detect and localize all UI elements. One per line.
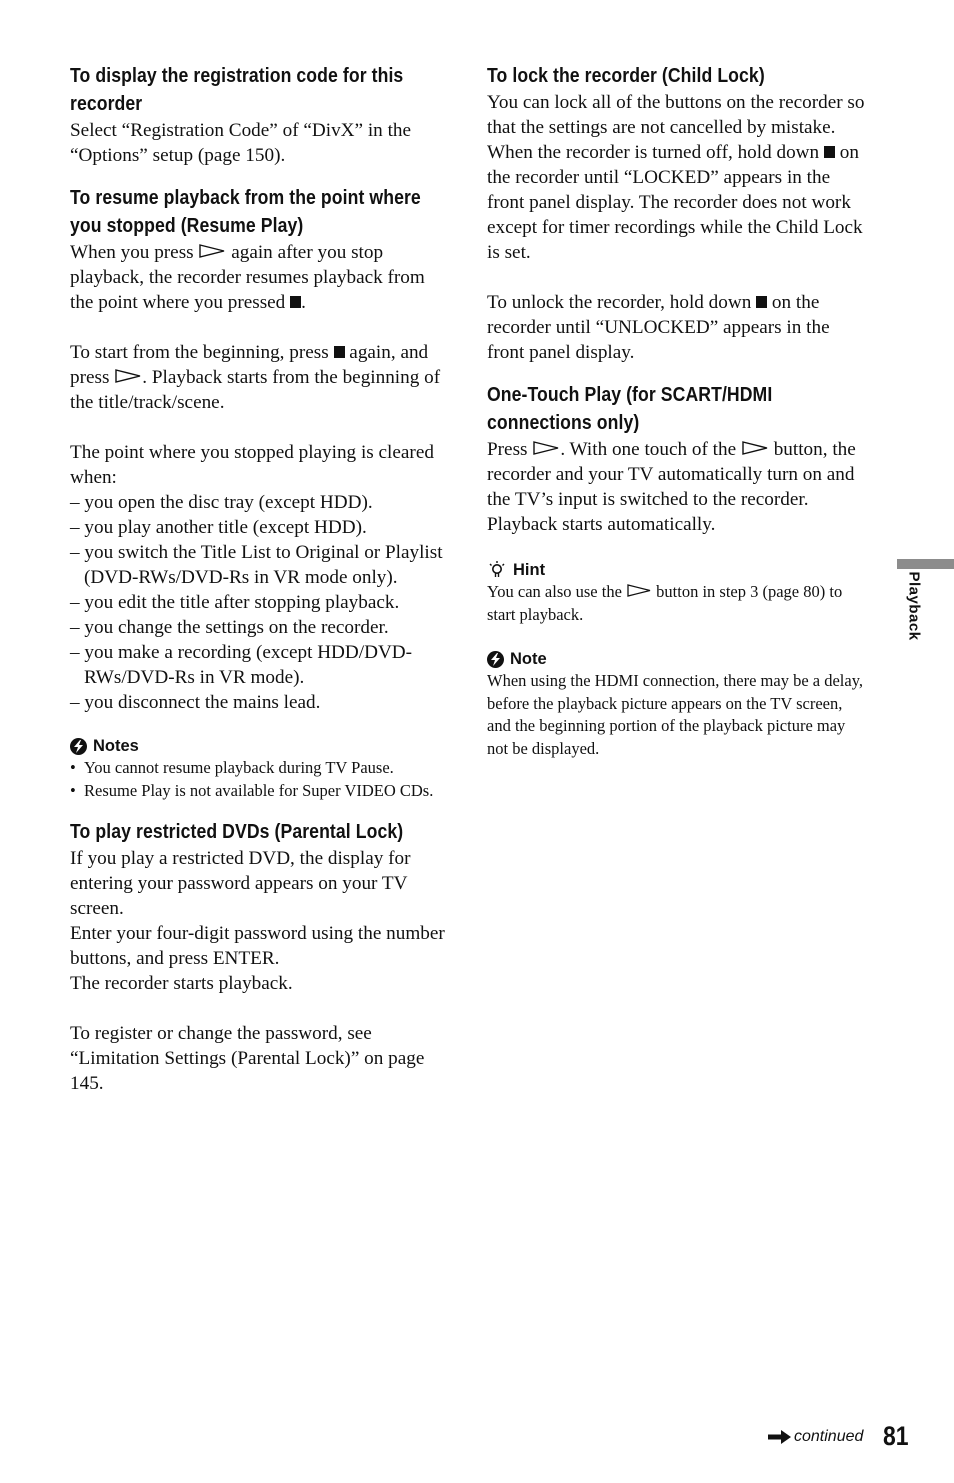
parental-lock-para-4: To register or change the password, see “Limitation Settings (Parental Lock)” on page 145. <box>70 1023 425 1094</box>
section-registration-code <box>70 62 450 168</box>
play-icon <box>114 369 142 383</box>
stop-icon <box>334 346 345 358</box>
notes-icon <box>487 651 504 668</box>
list-item: – you edit the title after stopping playback. <box>70 592 400 613</box>
side-tab <box>894 571 928 658</box>
right-column <box>487 62 867 776</box>
child-lock-para-3 <box>487 290 867 365</box>
list-item: • You cannot resume playback during TV Pause. <box>70 757 450 780</box>
side-tab-label: Playback <box>905 571 923 641</box>
hint-label: Hint <box>513 561 546 579</box>
text-run: Press <box>487 439 533 460</box>
resume-play-para-1 <box>70 240 450 315</box>
list-item: – you change the settings on the recorder. <box>70 617 389 638</box>
play-icon <box>741 441 769 455</box>
heading-child-lock: To lock the recorder (Child Lock) <box>487 64 765 87</box>
stop-icon <box>290 296 301 308</box>
note-header <box>487 648 867 670</box>
child-lock-para-1: You can lock all of the buttons on the recorder so that the settings are not cancelled by mistake. <box>487 92 865 138</box>
note-label: Note <box>510 650 547 668</box>
stop-icon <box>824 146 835 158</box>
notes-header <box>70 735 450 757</box>
parental-lock-para-3: The recorder starts playback. <box>70 973 293 994</box>
arrow-right-icon <box>768 1430 792 1444</box>
text-run: To unlock the recorder, hold down <box>487 292 757 313</box>
play-icon <box>532 441 560 455</box>
hint-body <box>487 581 867 626</box>
text-run: again after you stop playback, the recorder resumes playback from the point where you pressed <box>70 242 425 313</box>
list-item: • Resume Play is not available for Super VIDEO CDs. <box>70 780 450 803</box>
section-parental-lock <box>70 818 450 1096</box>
list-item: – you play another title (except HDD). <box>70 517 367 538</box>
note-body: When using the HDMI connection, there may be a delay, before the playback picture appears on the TV screen, and the beginning portion of the playback picture may not be displayed. <box>487 671 864 758</box>
hint-icon <box>487 560 507 580</box>
section-child-lock <box>487 62 867 365</box>
continued-label: continued <box>794 1428 864 1445</box>
parental-lock-para-1: If you play a restricted DVD, the display for entering your password appears on your TV screen. <box>70 848 411 919</box>
heading-resume-play: To resume playback from the point where you stopped (Resume Play) <box>70 186 421 237</box>
resume-play-para-2 <box>70 340 450 415</box>
page-number: 81 <box>883 1421 909 1451</box>
text-run: on the recorder until “UNLOCKED” appears in the front panel display. <box>487 292 830 363</box>
hint-header <box>487 559 867 581</box>
text-run: When the recorder is turned off, hold down <box>487 142 824 163</box>
play-icon <box>626 584 652 597</box>
registration-code-body: Select “Registration Code” of “DivX” in the “Options” setup (page 150). <box>70 120 412 166</box>
continued-indicator <box>768 1428 863 1446</box>
child-lock-para-2 <box>487 140 867 265</box>
list-item: – you switch the Title List to Original or Playlist (DVD-RWs/DVD-Rs in VR mode only). <box>70 542 443 588</box>
text-run: When you press <box>70 242 199 263</box>
text-run: To start from the beginning, press <box>70 342 334 363</box>
text-run: You can also use the <box>487 582 627 601</box>
text-run: button in step 3 (page 80) to start playback. <box>487 582 843 624</box>
heading-one-touch-play: One-Touch Play (for SCART/HDMI connections only) <box>487 383 773 434</box>
text-run: on the recorder until “LOCKED” appears in the front panel display. The recorder does not work except for timer recordings while the Child Lock is set. <box>487 142 863 263</box>
text-run: . <box>301 292 306 313</box>
cleared-conditions-list <box>70 490 450 715</box>
side-tab-bar <box>897 559 954 569</box>
text-run: . Playback starts from the beginning of the title/track/scene. <box>70 367 441 413</box>
text-run: again, and press <box>70 342 429 388</box>
list-item: – you make a recording (except HDD/DVD-RWs/DVD-Rs in VR mode). <box>70 642 413 688</box>
section-one-touch-play <box>487 381 867 760</box>
resume-play-para-3: The point where you stopped playing is cleared when: <box>70 442 434 488</box>
stop-icon <box>756 296 767 308</box>
text-run: button, the recorder and your TV automatically turn on and the TV’s input is switched to the recorder. Playback starts automatically. <box>487 439 856 535</box>
text-run: . With one touch of the <box>560 439 741 460</box>
parental-lock-para-2: Enter your four-digit password using the number buttons, and press ENTER. <box>70 923 445 969</box>
one-touch-play-para <box>487 437 867 537</box>
left-column <box>70 62 450 1112</box>
list-item: – you disconnect the mains lead. <box>70 692 321 713</box>
heading-registration-code: To display the registration code for this recorder <box>70 64 404 115</box>
list-item: – you open the disc tray (except HDD). <box>70 492 373 513</box>
heading-parental-lock: To play restricted DVDs (Parental Lock) <box>70 820 404 843</box>
notes-label: Notes <box>93 737 139 755</box>
notes-list <box>70 757 450 802</box>
notes-icon <box>70 738 87 755</box>
play-icon <box>198 244 226 258</box>
section-resume-play <box>70 184 450 802</box>
